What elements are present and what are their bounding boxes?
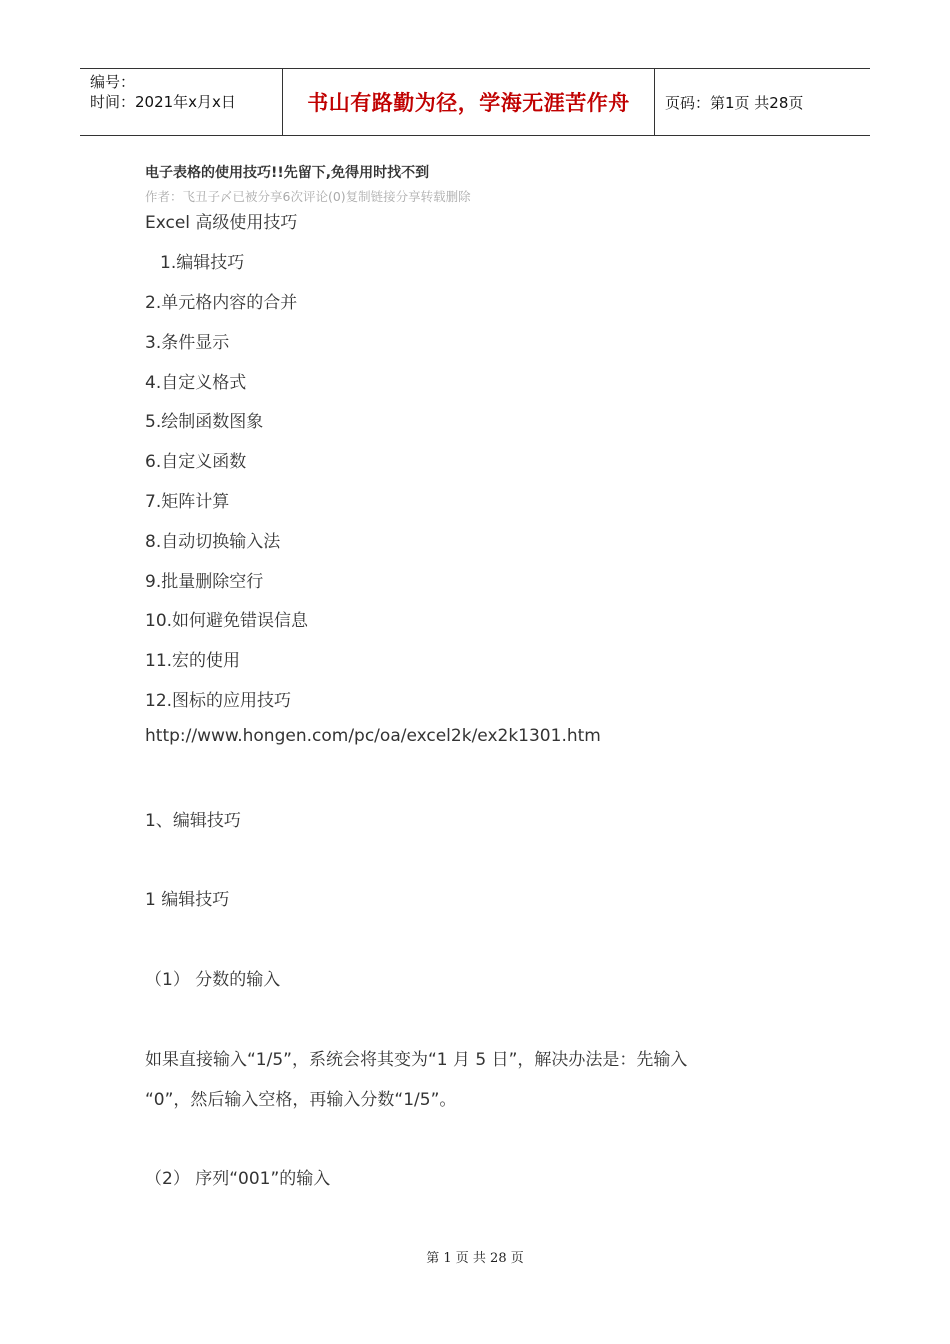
source-url: http://www.hongen.com/pc/oa/excel2k/ex2k1301.htm (145, 726, 601, 746)
section-heading: Excel 高级使用技巧 (145, 213, 298, 233)
toc-item: 10.如何避免错误信息 (145, 611, 309, 631)
toc-item: 2.单元格内容的合并 (145, 293, 298, 313)
toc-item: 6.自定义函数 (145, 452, 247, 472)
toc-item: 8.自动切换输入法 (145, 532, 281, 552)
header-page-code: 页码：第1页 共28页 (665, 93, 804, 112)
toc-item: 11.宏的使用 (145, 651, 241, 671)
subsection-heading: 1 编辑技巧 (145, 890, 230, 910)
subsection-heading: （2） 序列“001”的输入 (145, 1169, 331, 1189)
article-author-line: 作者：飞丑子〆已被分享6次评论(0)复制链接分享转载删除 (145, 189, 471, 204)
toc-item: 7.矩阵计算 (145, 492, 230, 512)
toc-item: 1.编辑技巧 (160, 253, 245, 273)
page-header (80, 68, 870, 136)
document-number-label: 编号： (90, 73, 136, 91)
toc-item: 5.绘制函数图象 (145, 412, 264, 432)
article-title: 电子表格的使用技巧!!先留下,免得用时找不到 (145, 165, 430, 181)
paragraph-line: “0”，然后输入空格，再输入分数“1/5”。 (145, 1090, 457, 1110)
toc-item: 3.条件显示 (145, 333, 230, 353)
toc-item: 9.批量删除空行 (145, 572, 264, 592)
subsection-heading: （1） 分数的输入 (145, 970, 281, 990)
toc-item: 12.图标的应用技巧 (145, 691, 292, 711)
header-page-cell (655, 69, 870, 135)
document-date: 时间：2021年x月x日 (90, 93, 236, 111)
header-motto: 书山有路勤为径，学海无涯苦作舟 (307, 90, 630, 115)
paragraph-line: 如果直接输入“1/5”，系统会将其变为“1 月 5 日”，解决办法是：先输入 (145, 1050, 688, 1070)
header-motto-cell (282, 69, 655, 135)
header-meta-cell (80, 69, 282, 135)
page-footer: 第 1 页 共 28 页 (426, 1251, 524, 1266)
toc-item: 4.自定义格式 (145, 373, 247, 393)
section-heading: 1、编辑技巧 (145, 811, 241, 831)
